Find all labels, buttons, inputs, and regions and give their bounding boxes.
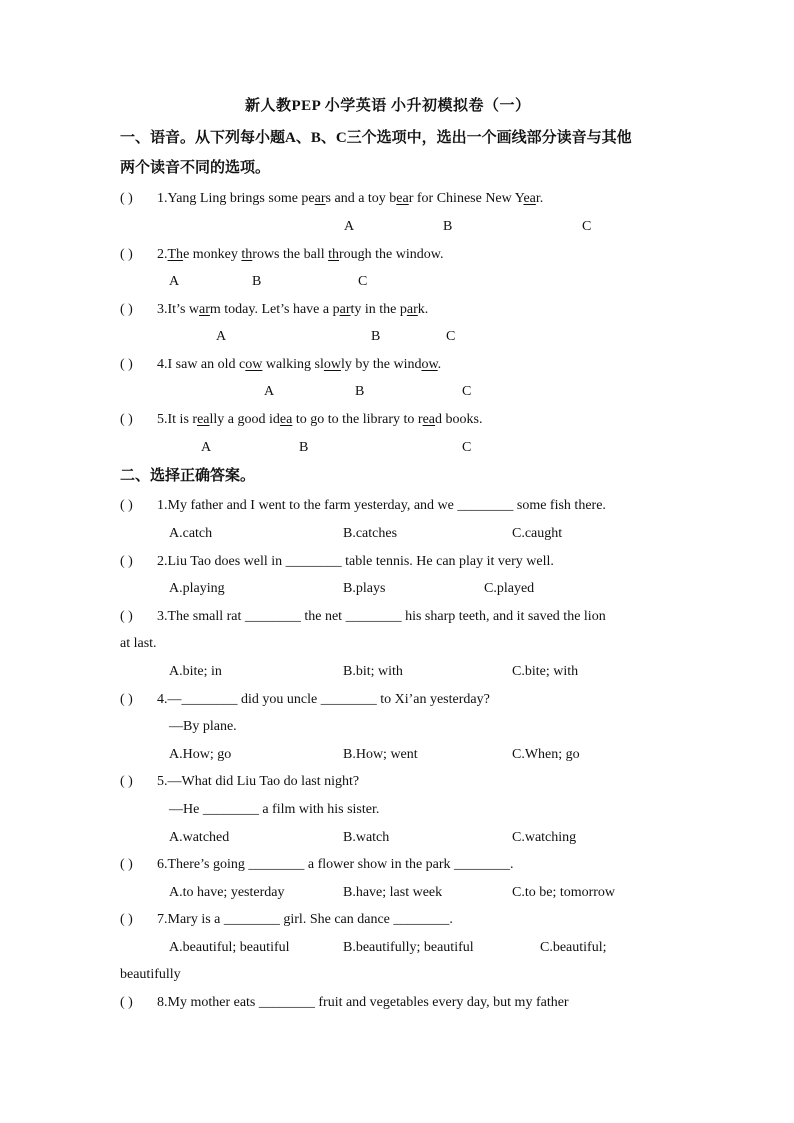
underlined-sound: th [328, 247, 339, 262]
underlined-sound: ea [523, 191, 536, 206]
option-b: B.watch [343, 830, 390, 845]
option-c: C.to be; tomorrow [512, 885, 616, 900]
option-c: C.When; go [512, 747, 580, 762]
section1-heading-line1: 一、语音。从下列每小题A、B、C三个选项中，选出一个画线部分读音与其他 [120, 130, 632, 146]
option-label-c: C [446, 329, 456, 344]
underlined-sound: ea [396, 191, 409, 206]
question-text: k. [417, 302, 429, 317]
underlined-sound: ea [279, 412, 293, 427]
option-b: B.beautifully; beautiful [343, 940, 474, 955]
option-label-c: C [582, 219, 592, 234]
question-text: r. [535, 191, 544, 206]
question-text: to go to the library to r [292, 412, 423, 427]
option-label-c: C [462, 384, 472, 399]
underlined-sound: ow [323, 357, 341, 372]
question-text: e monkey [183, 247, 242, 262]
option-b: B.have; last week [343, 885, 443, 900]
underlined-sound: ea [197, 412, 210, 427]
underlined-sound: ar [199, 302, 210, 317]
option-label-a: A [216, 329, 227, 344]
answer-blank[interactable]: ( ) [120, 302, 133, 317]
underlined-sound: ar [314, 191, 326, 206]
option-c: C.beautiful; [540, 940, 607, 955]
option-c: C.watching [512, 830, 577, 845]
question-text: s and a toy b [325, 191, 397, 206]
option-label-a: A [201, 440, 212, 455]
answer-blank[interactable]: ( ) [120, 995, 133, 1010]
mc-question-6: 6.There’s going ________ a flower show in the park ________. [157, 857, 514, 872]
question-text: walking sl [262, 357, 324, 372]
mc-question-5: 5.—What did Liu Tao do last night? [157, 774, 360, 789]
option-a: A.bite; in [169, 664, 222, 679]
question-text: 4.I saw an old c [157, 357, 246, 372]
option-a: A.to have; yesterday [169, 885, 285, 900]
answer-blank[interactable]: ( ) [120, 247, 133, 262]
question-text: m today. Let’s have a p [209, 302, 340, 317]
option-label-c: C [462, 440, 472, 455]
option-label-b: B [299, 440, 309, 455]
option-label-b: B [252, 274, 262, 289]
mc-question-1: 1.My father and I went to the farm yesterday, and we ________ some fish there. [157, 498, 606, 513]
answer-blank[interactable]: ( ) [120, 912, 133, 927]
underlined-sound: ow [421, 357, 438, 372]
answer-blank[interactable]: ( ) [120, 412, 133, 427]
option-label-b: B [443, 219, 453, 234]
mc-question-4-continued: —By plane. [169, 719, 237, 734]
option-c-wrap: beautifully [120, 967, 181, 982]
question-text: ly by the wind [340, 357, 422, 372]
question-text: 2. [157, 247, 168, 262]
phonics-question-5 [157, 411, 482, 429]
section1-heading-line2: 两个读音不同的选项。 [120, 160, 271, 176]
answer-blank[interactable]: ( ) [120, 774, 133, 789]
section2-heading: 二、选择正确答案。 [120, 468, 256, 484]
option-label-a: A [169, 274, 180, 289]
option-a: A.playing [169, 581, 225, 596]
option-c: C.played [484, 581, 535, 596]
answer-blank[interactable]: ( ) [120, 857, 133, 872]
phonics-question-3 [157, 301, 428, 319]
question-text: rows the ball [252, 247, 329, 262]
answer-blank[interactable]: ( ) [120, 191, 133, 206]
question-text: . [437, 357, 442, 372]
option-a: A.watched [169, 830, 230, 845]
question-text: r for Chinese New Y [408, 191, 524, 206]
mc-question-2: 2.Liu Tao does well in ________ table tennis. He can play it very well. [157, 554, 554, 569]
option-b: B.How; went [343, 747, 418, 762]
option-a: A.catch [169, 526, 213, 541]
phonics-question-1 [157, 190, 543, 208]
option-c: C.caught [512, 526, 563, 541]
question-text: rough the window. [339, 247, 444, 262]
mc-question-8: 8.My mother eats ________ fruit and vegetables every day, but my father [157, 995, 569, 1010]
underlined-sound: ow [245, 357, 263, 372]
question-text: 3.It’s w [157, 302, 199, 317]
question-text: 1.Yang Ling brings some pe [157, 191, 315, 206]
question-text: d books. [435, 412, 483, 427]
mc-question-4: 4.—________ did you uncle ________ to Xi’an yesterday? [157, 692, 490, 707]
question-text: lly a good id [209, 412, 280, 427]
option-a: A.beautiful; beautiful [169, 940, 290, 955]
answer-blank[interactable]: ( ) [120, 692, 133, 707]
option-label-b: B [355, 384, 365, 399]
option-label-c: C [358, 274, 368, 289]
answer-blank[interactable]: ( ) [120, 498, 133, 513]
answer-blank[interactable]: ( ) [120, 554, 133, 569]
option-label-a: A [264, 384, 275, 399]
question-text: 5.It is r [157, 412, 198, 427]
option-label-b: B [371, 329, 381, 344]
mc-question-3-continued: at last. [120, 636, 157, 651]
underlined-sound: ea [422, 412, 436, 427]
option-b: B.plays [343, 581, 386, 596]
phonics-question-4 [157, 356, 441, 374]
underlined-sound: ar [339, 302, 351, 317]
mc-question-7: 7.Mary is a ________ girl. She can dance ________. [157, 912, 453, 927]
option-label-a: A [344, 219, 355, 234]
underlined-sound: Th [167, 247, 184, 262]
page-title: 新人教PEP 小学英语 小升初模拟卷（一） [245, 98, 531, 114]
option-a: A.How; go [169, 747, 232, 762]
answer-blank[interactable]: ( ) [120, 609, 133, 624]
underlined-sound: th [241, 247, 253, 262]
option-c: C.bite; with [512, 664, 579, 679]
mc-question-3: 3.The small rat ________ the net ________ his sharp teeth, and it saved the lion [157, 609, 606, 624]
answer-blank[interactable]: ( ) [120, 357, 133, 372]
question-text: ty in the p [350, 302, 407, 317]
option-b: B.bit; with [343, 664, 403, 679]
option-b: B.catches [343, 526, 398, 541]
phonics-question-2 [157, 246, 443, 264]
underlined-sound: ar [406, 302, 418, 317]
mc-question-5-continued: —He ________ a film with his sister. [169, 802, 380, 817]
